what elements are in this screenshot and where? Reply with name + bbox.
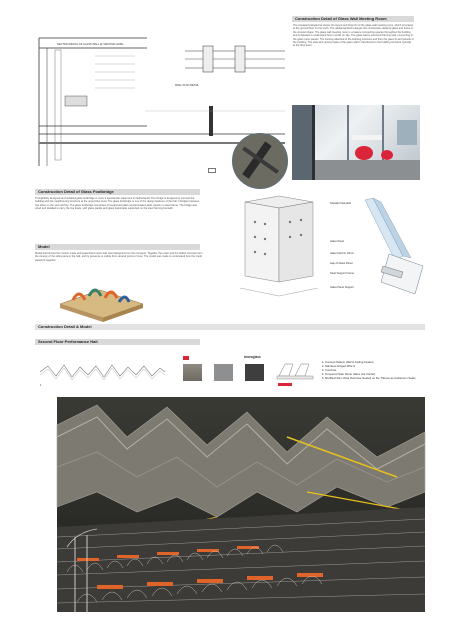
callout-glass-fin: Glass Flat Fin 19mm (330, 252, 354, 255)
model-photo-svg (55, 278, 145, 326)
construction-model-title: Construction Detail & Model (38, 324, 92, 329)
performance-hall-render-svg (57, 397, 425, 612)
hall-legend (318, 360, 435, 380)
glass-room-photo (292, 105, 420, 180)
performance-hall-render (57, 397, 425, 612)
footbridge-title-bar (35, 189, 200, 195)
brand-badge-red-2 (278, 383, 292, 386)
model-description: Model built shows the custom made and assembled mesh stair steel designed from the concepts. Together the mesh and the folded concrete form the canopy of the sitting area in the hall, and its presence is visible from several points of view. The model was made to understand how the mesh panels fit together. (35, 252, 204, 262)
callout-handrail: Standard Handrail (330, 202, 351, 205)
construction-model-title-bar (35, 324, 425, 330)
performance-hall-title: Second Floor Performance Hall (38, 339, 98, 344)
glass-wall-title: Construction Detail of Glass Wall Meeting Room (295, 16, 387, 21)
pattern-drawing-svg (40, 362, 165, 382)
glass-wall-description: The insulated triangle bar shows the layout and footprint of the glass wall meeting room, which is located at the ground floor on the north. The additional fluid enlarges the construction detail of glass and frame in the circular shape. The glass wall meeting room is a feature connecting spaces throughout the building and is detailed to understand how it works on site. The glass wall is structural framing wall, connecting to the glass room panels. The framing attached to the building structure and then the glass fin and panels of the building. The steel and gravity loads of the glass wall is transferred to the building structure typically at the floor level. (293, 24, 415, 48)
callout-steel-frame: Steel Support Frame (330, 272, 354, 275)
callout-panel-support: Glass Panel Support (330, 286, 354, 289)
slim-chair-drawing (275, 360, 315, 382)
brand-badge-red (183, 356, 189, 360)
material-swatch-concrete (214, 364, 233, 381)
legend-item-5: 5. Modified Slim Chair that have Seated on the Tribune as Auditorium Seats (325, 376, 435, 380)
legend-item-3: 3. Concrete (325, 368, 435, 372)
drawing-number-1: 1 (40, 384, 42, 387)
callout-gap: Gap of Glass Panel (330, 262, 353, 265)
legend-item-4: 4. Tempered Safe Stone Glass (car border) (325, 372, 435, 376)
glass-wall-title-bar (292, 16, 414, 22)
material-swatch-wood (183, 364, 202, 381)
legend-item-2: 2. Stainless Hinged 3PG-S (325, 364, 435, 368)
glass-profile-3d (363, 196, 425, 296)
performance-hall-title-bar (35, 339, 200, 345)
model-title: Model (38, 244, 50, 249)
plan-detail-label: WALL PLAN DETAIL (175, 84, 199, 87)
material-swatch-stone (245, 364, 264, 381)
detail-magnifier (232, 133, 288, 189)
material-brand-label: bravoglass (244, 355, 261, 359)
model-photo (55, 278, 145, 326)
material-brand-tag (244, 355, 261, 359)
glass-room-illustration (292, 105, 420, 180)
magnifier-icon (208, 168, 216, 173)
section-detail-label: SECTION DETAIL OF GLASS WALL @ GROUND LEVEL (57, 43, 124, 46)
footbridge-axo-drawing (235, 192, 323, 297)
legend-item-1: 1. Concept Pattern Wall & Ceiling Feature (325, 360, 435, 364)
glass-profile-svg (363, 196, 425, 296)
callout-glass-panel: Glass Panel (330, 240, 344, 243)
slim-chair-svg (275, 360, 315, 382)
footbridge-axo-svg (235, 192, 323, 297)
footbridge-description: Thoughtfully designed and installed glass footbridge is more a spectacular statement in Netherlands! The bridge is designed to connect the building with the neighbouring structure at the upper floor level. The glass footbridge is one of the design features of the hall; it bridges between two sides on the second floor. The glass footbridge comprises of toughened glass and laminated glass panels on steel frame. The bridge was sized and detailed to carry the live loads, with glass panels and glass balustrade supported on the steel framing beneath. (35, 197, 200, 211)
model-title-bar (35, 244, 200, 250)
pattern-drawing (40, 362, 165, 382)
magnifier-frame-detail (233, 134, 287, 188)
footbridge-title: Construction Detail of Glass Footbridge (38, 189, 114, 194)
